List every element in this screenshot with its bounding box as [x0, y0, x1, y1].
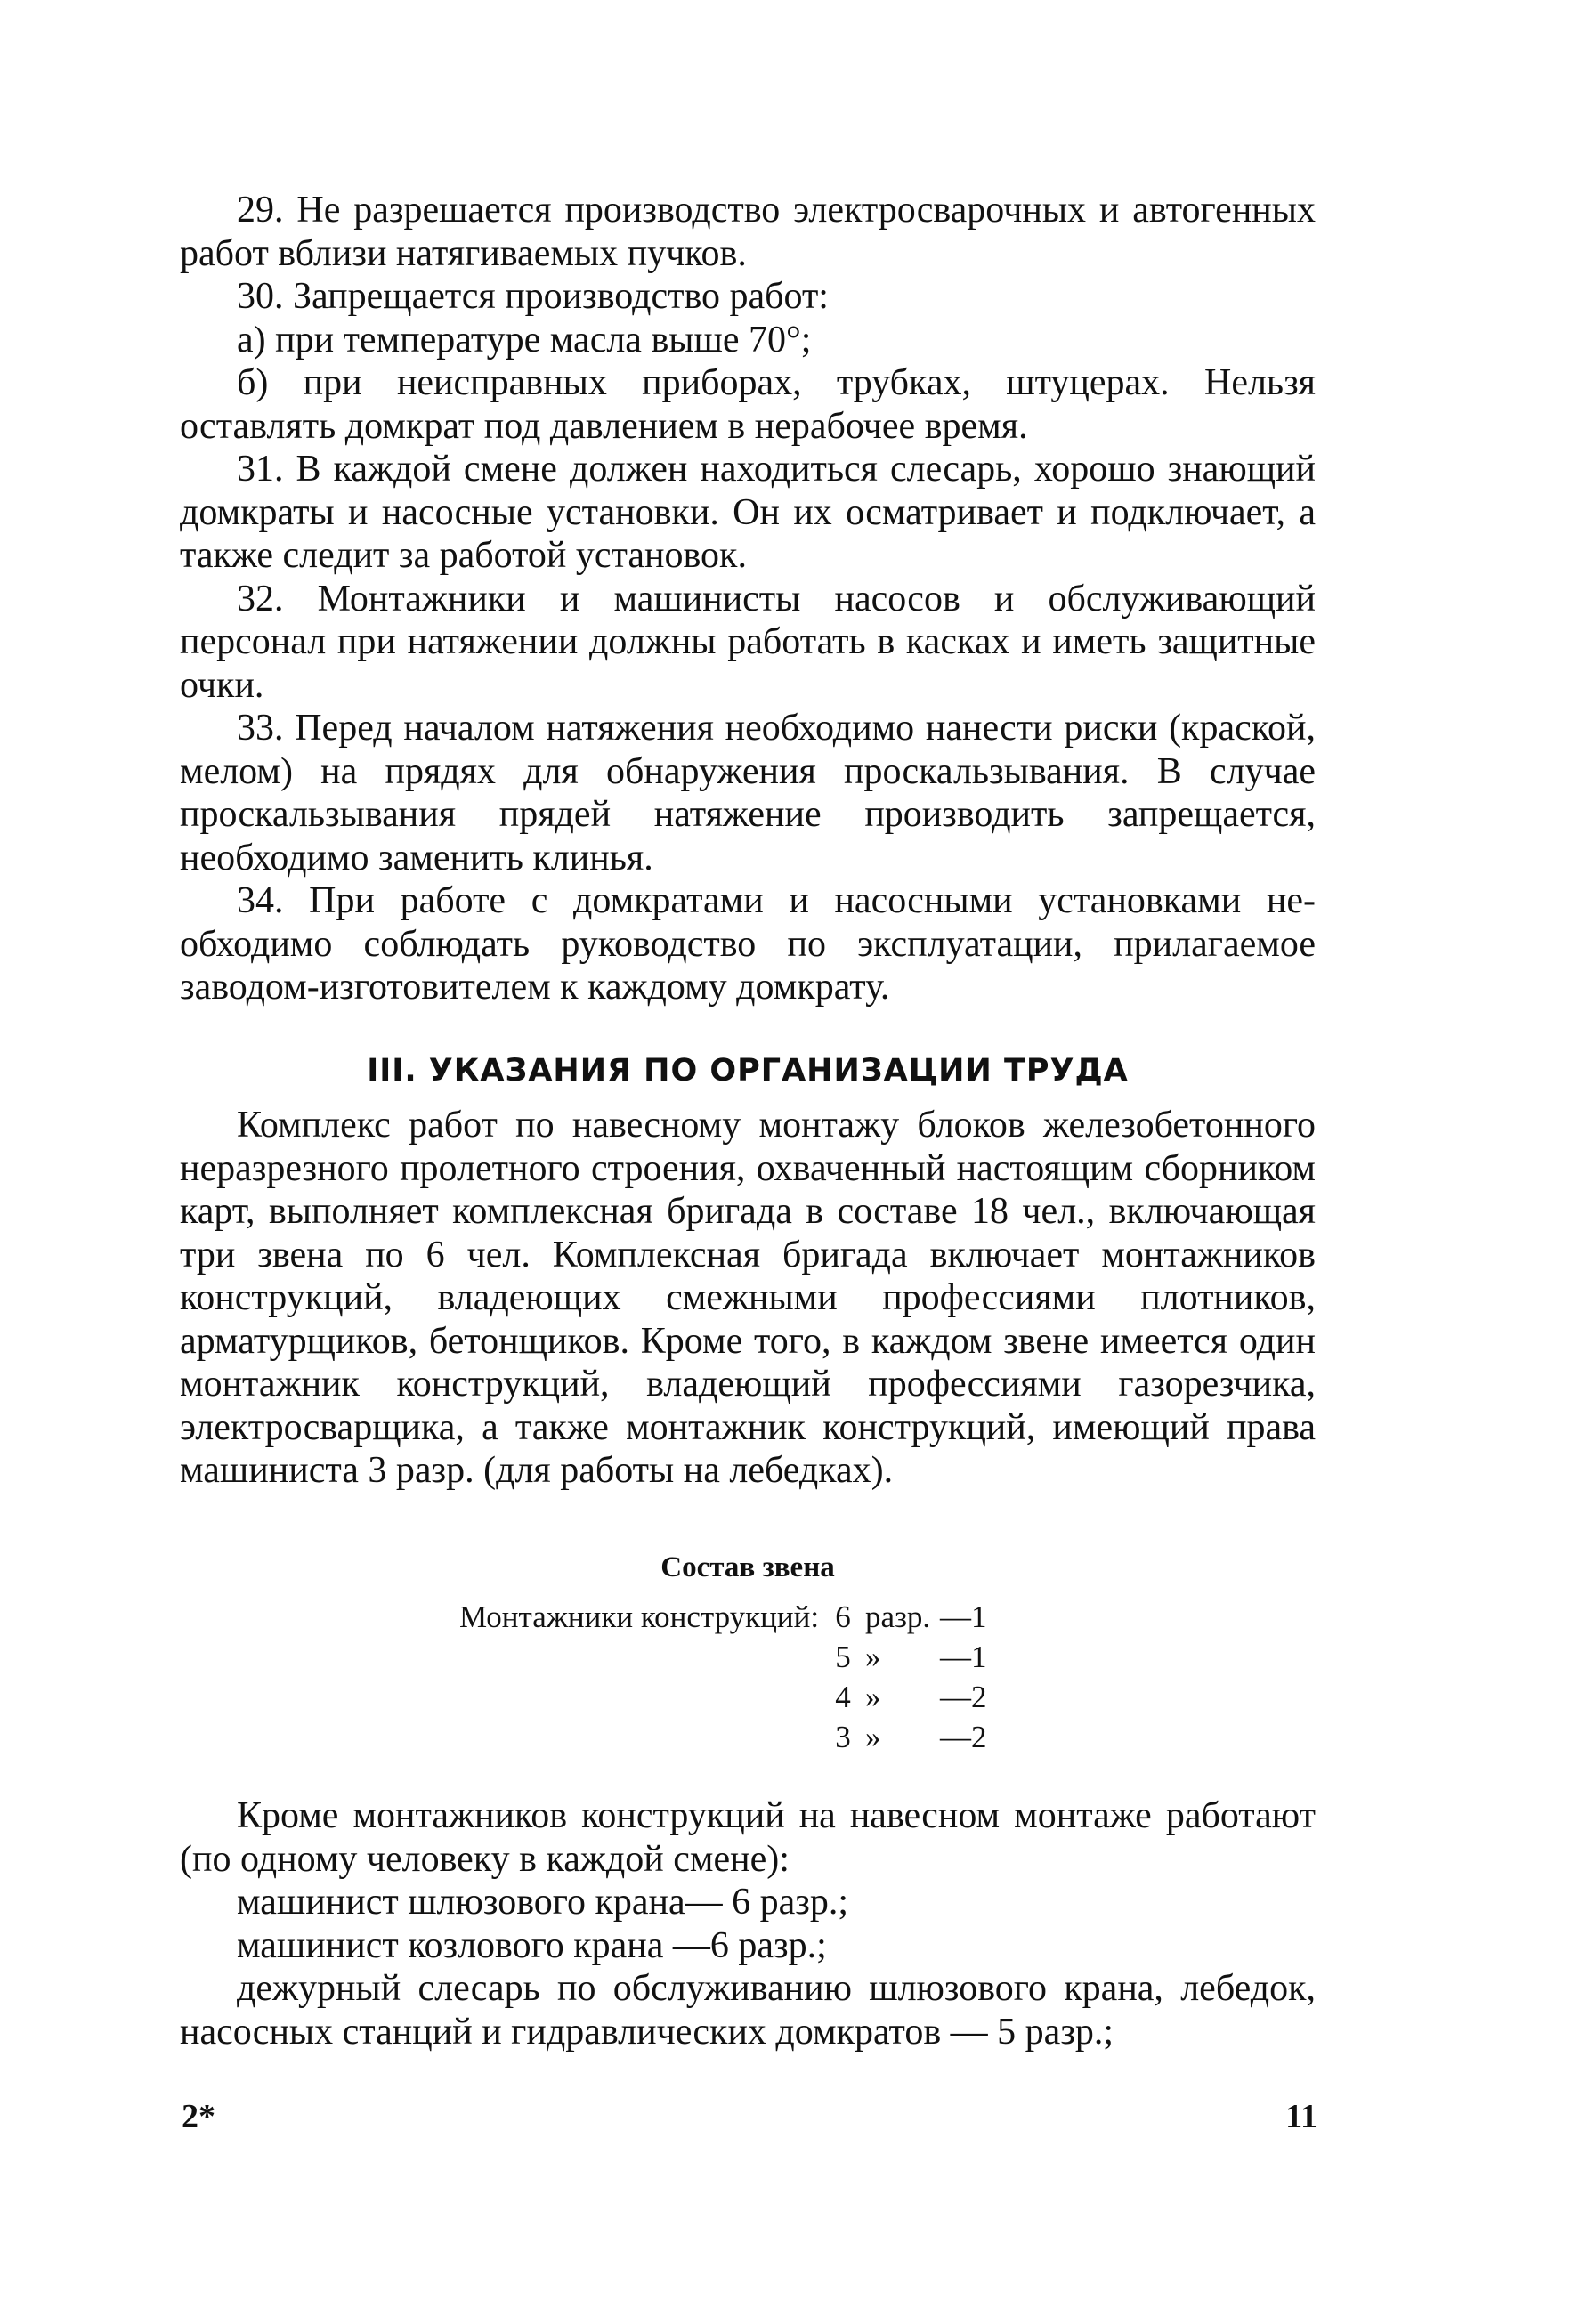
count-cell: —2: [940, 1720, 987, 1754]
count-cell: —1: [940, 1599, 987, 1634]
section-heading: III. УКАЗАНИЯ ПО ОРГАНИЗАЦИИ ТРУДА: [367, 1053, 1129, 1089]
staff-item-gantry-crane: машинист козлового крана —6 разр.;: [237, 1924, 827, 1966]
table-row: [459, 1637, 987, 1677]
role-empty-cell: [459, 1677, 828, 1717]
staff-item-lock-crane: машинист шлюзового крана— 6 разр.;: [237, 1882, 849, 1923]
table-row: [459, 1717, 987, 1757]
paragraph-32: 32. Монтажники и машинисты насосов и обслуживающий персонал при натяжении должны работать в касках и иметь защитные очки.: [180, 578, 1316, 706]
paragraph-30-a: а) при температуре масла выше 70°;: [237, 319, 812, 360]
table-row: [459, 1677, 987, 1717]
unit-cell: »: [865, 1720, 881, 1754]
paragraph-33: 33. Перед началом натяжения необходимо нанести риски (краской, мелом) на прядях для обнаружения проскальзывания. В случае проскальзывания прядей натяжение производить запрещается, необходимо заменить клинья.: [180, 708, 1316, 879]
signature-mark: 2*: [182, 2098, 215, 2135]
unit-cell: разр.: [865, 1599, 931, 1634]
table-row: [459, 1597, 987, 1637]
crew-composition-table: [459, 1597, 987, 1757]
grade-cell: 6: [835, 1599, 851, 1634]
role-empty-cell: [459, 1637, 828, 1677]
paragraph-34: 34. При работе с домкратами и насосными установками необходимо соблюдать руководство по эксплуатации, прилагаемое заводом-изготовителем к каждому домкрату.: [180, 880, 1316, 1008]
role-label: Монтажники конструкций:: [459, 1599, 820, 1634]
staff-intro-paragraph: Кроме монтажников конструкций на навесном монтаже работают (по одному человеку в каждой смене):: [180, 1795, 1316, 1880]
count-cell: —2: [940, 1680, 987, 1714]
additional-staff-block: [180, 1794, 1316, 2053]
paragraph-30-b: б) при неисправных приборах, трубках, штуцерах. Нельзя оставлять домкрат под давлением в нерабочее время.: [180, 362, 1316, 447]
paragraph-31: 31. В каждой смене должен находиться слесарь, хорошо знающий домкраты и насосные установки. Он их осматривает и подключает, а также следит за работой установок.: [180, 449, 1316, 576]
staff-item-duty-fitter: дежурный слесарь по обслуживанию шлюзового крана, лебедок, насосных станций и гидравлических домкратов — 5 разр.;: [180, 1968, 1316, 2053]
role-empty-cell: [459, 1717, 828, 1757]
unit-cell: »: [865, 1680, 881, 1714]
grade-cell: 3: [835, 1720, 851, 1754]
page-number: 11: [1285, 2098, 1317, 2135]
composition-heading: Состав звена: [660, 1551, 835, 1583]
unit-cell: »: [865, 1640, 881, 1674]
safety-rules-block: [180, 189, 1316, 1009]
grade-cell: 4: [835, 1680, 851, 1714]
paragraph-30: 30. Запрещается производство работ:: [237, 276, 829, 317]
section-paragraph: Комплекс работ по навесному монтажу блоков железобетонного неразрезного пролетного строения, охваченный настоящим сборником карт, выполняет комплексная бригада в составе 18 чел., включающая три звена по 6 чел. Комплексная бригада включает монтажников конструкций, владеющих смежными профессиями плотников, арматурщиков, бетонщиков. Кроме того, в каждом звене имеется один монтажник конструкций, владеющий профессиями газорезчика, электросварщика, а также монтажник конструкций, имеющий права машиниста 3 разр. (для работы на лебедках).: [180, 1105, 1316, 1491]
labor-organization-block: [180, 1104, 1316, 1493]
paragraph-29: 29. Не разрешается производство электросварочных и автогенных работ вблизи натягиваемых пучков.: [180, 190, 1316, 274]
grade-cell: 5: [835, 1640, 851, 1674]
count-cell: —1: [940, 1640, 987, 1674]
